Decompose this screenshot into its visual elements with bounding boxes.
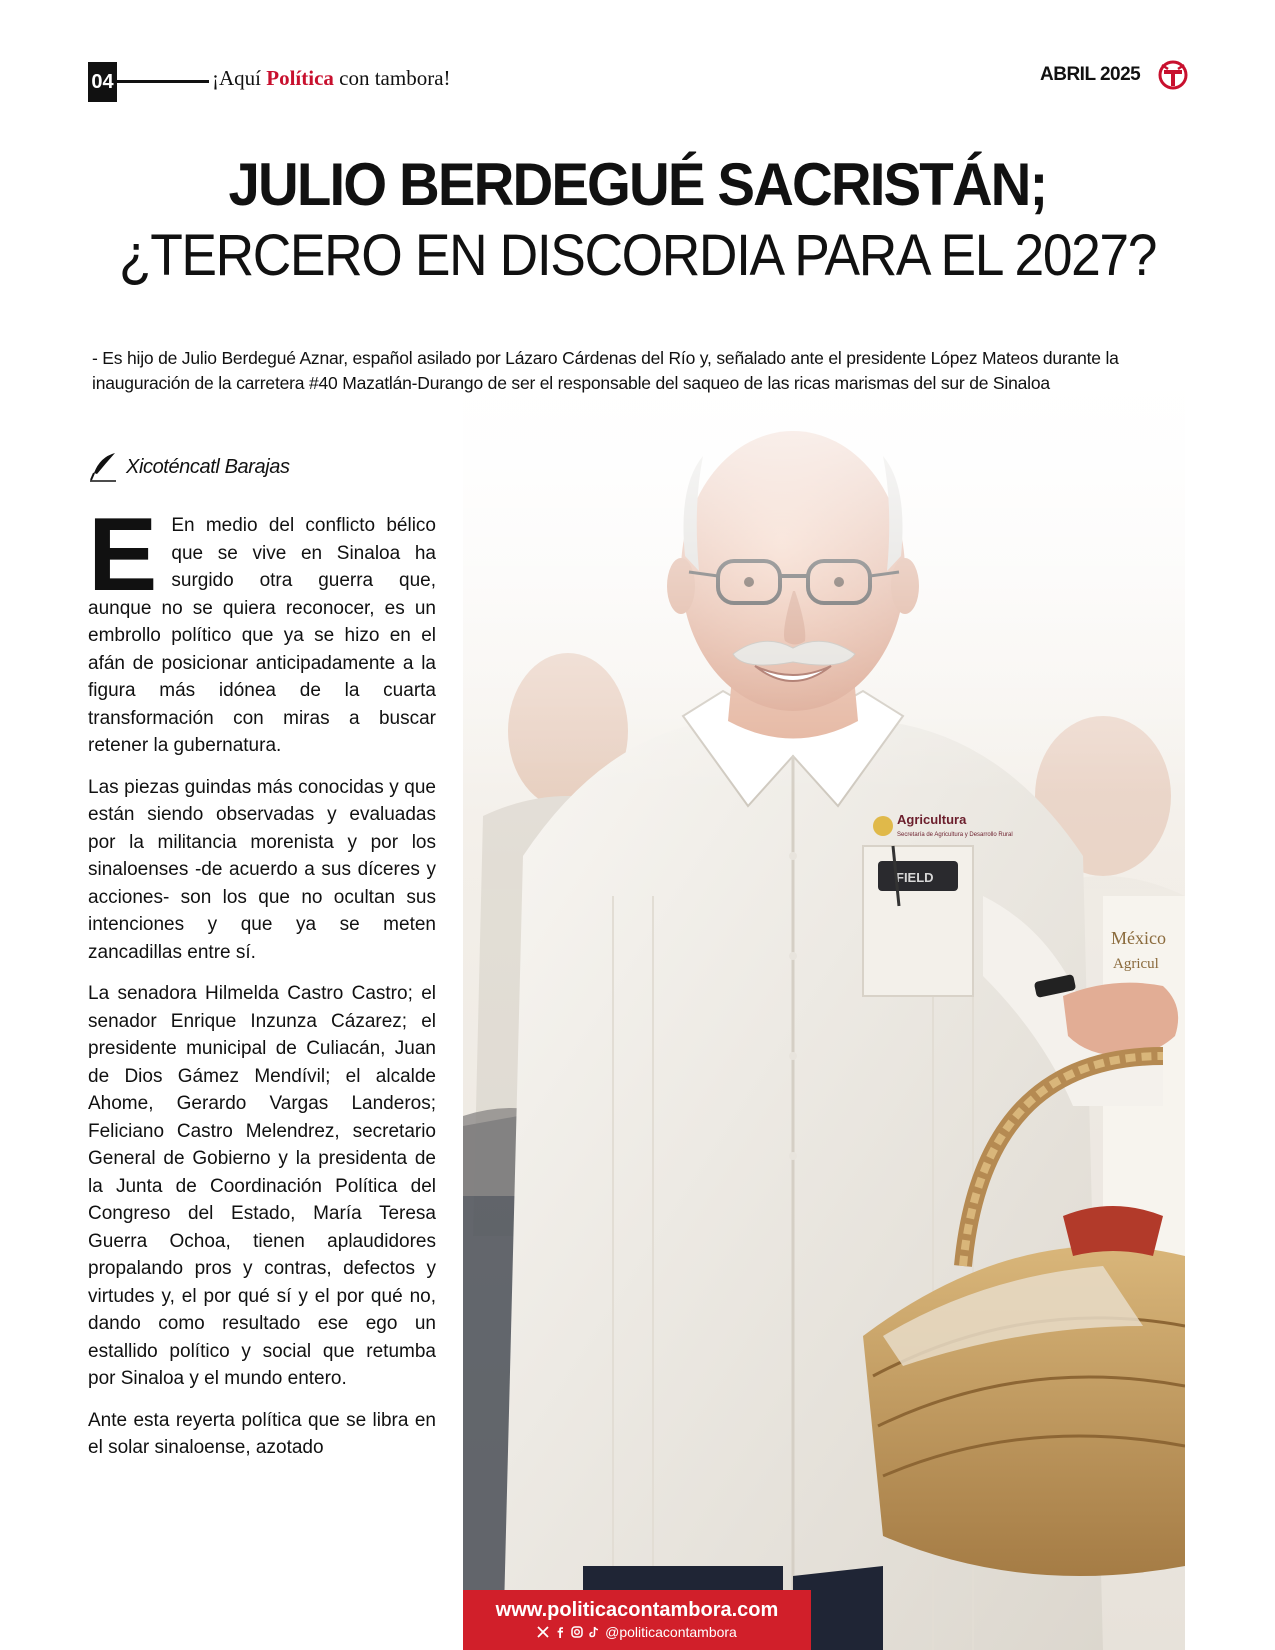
paragraph-4: Ante esta reyerta política que se libra en el solar sinaloense, azotado — [88, 1409, 436, 1458]
instagram-icon[interactable] — [571, 1626, 583, 1638]
page-number: 04 — [88, 62, 117, 102]
paragraph-2: Las piezas guindas más conocidas y que están siendo observadas y evaluadas por la militancia morenista y por los sinaloenses -de acuerdo a sus díceres y acciones- son los que no ocultan sus intenciones y que ya se meten zancadillas entre sí. — [88, 776, 436, 963]
issue-date: ABRIL 2025 — [1040, 64, 1141, 85]
author-name: Xicoténcatl Barajas — [126, 455, 290, 478]
article-photo — [463, 336, 1185, 1650]
paragraph-1-text: En medio del conflicto bélico que se vive en Sinaloa ha surgido otra guerra que, aunque no se quiera reconocer, es un embrollo político que ya se hizo en el afán de posicionar anticipadamente a la figura más idónea de la cuarta transformación con miras a buscar retener la gubernatura. — [88, 515, 436, 756]
site-url[interactable]: www.politicacontambora.com — [495, 1599, 779, 1621]
tagline-suffix: con tambora! — [333, 66, 451, 90]
photo-illustration — [463, 336, 1185, 1650]
article-body — [88, 497, 436, 1476]
paragraph-3: La senadora Hilmelda Castro Castro; el senador Enrique Inzunza Cázarez; el presidente municipal de Culiacán, Juan de Dios Gámez Mendívil; el alcalde Ahome, Gerardo Vargas Landeros; Feliciano Castro Melendrez, secretario General de Gobierno y la presidenta de la Junta de Coordinación Política del Congreso del Estado, María Teresa Guerra Ochoa, tienen aplaudidores propalando pros y contras, defectos y virtudes y, el por qué sí y el por qué no, dando como resultado ese ego un estallido político y social que retumba por Sinaloa y el mundo entero. — [88, 983, 436, 1389]
quill-icon — [88, 451, 118, 483]
website-band — [463, 1590, 811, 1650]
header-rule — [117, 80, 209, 83]
headline-line-2: ¿TERCERO EN DISCORDIA PARA EL 2027? — [118, 223, 1157, 288]
social-handle[interactable]: @politicacontambora — [605, 1624, 737, 1640]
tiktok-icon[interactable] — [588, 1626, 600, 1638]
tagline-prefix: ¡Aquí — [212, 66, 267, 90]
x-icon[interactable] — [537, 1626, 549, 1638]
tambora-logo-icon — [1157, 59, 1189, 91]
paragraph-1 — [88, 497, 436, 760]
headline-line-1: JULIO BERDEGUÉ SACRISTÁN; — [228, 151, 1047, 218]
publication-tagline — [212, 66, 451, 91]
tagline-brand: Política — [266, 66, 334, 90]
facebook-icon[interactable] — [554, 1626, 566, 1638]
byline — [88, 450, 290, 484]
social-row — [463, 1622, 811, 1642]
article-deck: - Es hijo de Julio Berdegué Aznar, español asilado por Lázaro Cárdenas del Río y, señalado ante el presidente López Mateos durante la inauguración de la carretera #40 Mazatlán-Durango de ser el responsable del saqueo de las ricas marismas del sur de Sinaloa — [92, 348, 1119, 393]
drop-cap: E — [88, 497, 158, 613]
